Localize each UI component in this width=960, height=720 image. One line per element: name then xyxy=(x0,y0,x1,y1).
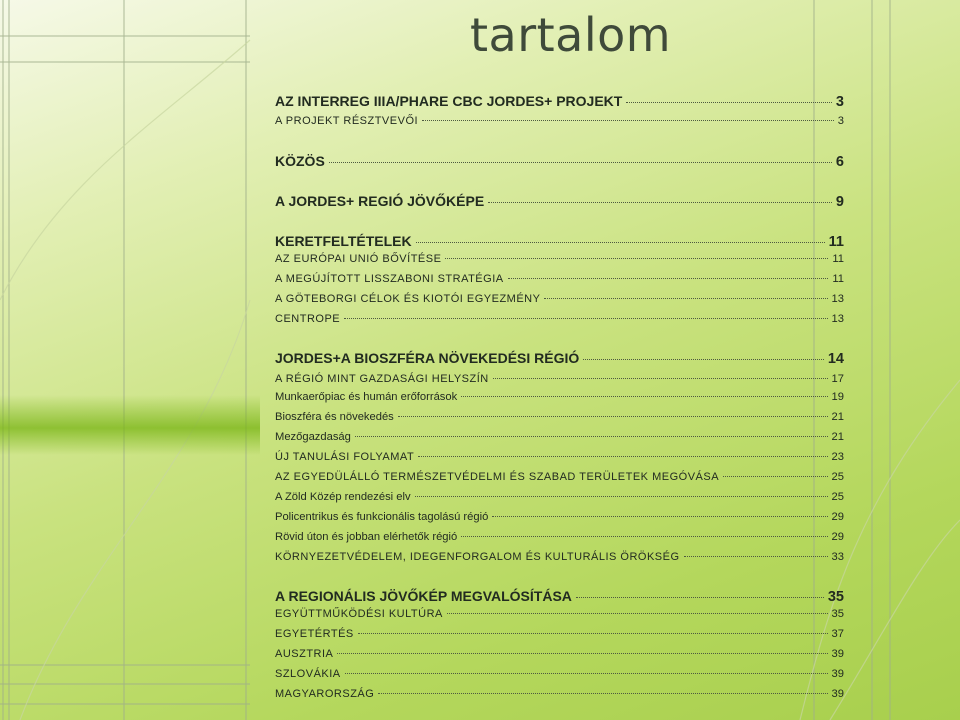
toc-entry-label: KERETFELTÉTELEK xyxy=(275,233,412,249)
toc-leader-dots xyxy=(576,597,824,598)
toc-entry-page: 17 xyxy=(831,373,844,385)
toc-entry[interactable] xyxy=(275,350,844,367)
toc-entry[interactable] xyxy=(275,668,844,680)
toc-entry[interactable] xyxy=(275,391,844,403)
toc-leader-dots xyxy=(344,318,827,319)
toc-entry[interactable] xyxy=(275,491,844,503)
toc-entry[interactable] xyxy=(275,233,844,250)
toc-leader-dots xyxy=(684,556,828,557)
toc-entry-page: 35 xyxy=(831,608,844,620)
toc-entry[interactable] xyxy=(275,588,844,605)
toc-entry-page: 37 xyxy=(831,628,844,640)
toc-entry[interactable] xyxy=(275,411,844,423)
toc-entry-page: 3 xyxy=(837,115,844,127)
toc-entry-label: EGYÜTTMŰKÖDÉSI KULTÚRA xyxy=(275,608,443,620)
toc-entry[interactable] xyxy=(275,373,844,385)
toc-leader-dots xyxy=(358,633,828,634)
toc-entry-page: 29 xyxy=(831,511,844,523)
toc-entry-label: MAGYARORSZÁG xyxy=(275,688,375,700)
toc-entry[interactable] xyxy=(275,451,844,463)
toc-entry[interactable] xyxy=(275,551,844,563)
toc-leader-dots xyxy=(493,378,828,379)
toc-entry-label: KÖRNYEZETVÉDELEM, IDEGENFORGALOM ÉS KULTURÁLIS ÖRÖKSÉG xyxy=(275,551,680,563)
toc-entry[interactable] xyxy=(275,648,844,660)
toc-entry[interactable] xyxy=(275,628,844,640)
toc-entry-page: 25 xyxy=(831,471,844,483)
toc-entry-label: SZLOVÁKIA xyxy=(275,668,341,680)
toc-entry-label: AZ EGYEDÜLÁLLÓ TERMÉSZETVÉDELMI ÉS SZABAD TERÜLETEK MEGÓVÁSA xyxy=(275,471,720,483)
toc-entry-label: A GÖTEBORGI CÉLOK ÉS KIOTÓI EGYEZMÉNY xyxy=(275,293,541,305)
toc-entry-label: CENTROPE xyxy=(275,313,341,325)
toc-leader-dots xyxy=(723,476,828,477)
page-title: tartalom xyxy=(470,8,672,62)
toc-entry[interactable] xyxy=(275,313,844,325)
toc-entry-page: 6 xyxy=(835,154,844,170)
toc-entry-label: A JORDES+ REGIÓ JÖVŐKÉPE xyxy=(275,193,485,209)
toc-leader-dots xyxy=(583,359,824,360)
toc-entry-page: 39 xyxy=(831,668,844,680)
toc-entry-page: 21 xyxy=(831,411,844,423)
toc-entry-label: AZ EURÓPAI UNIÓ BŐVÍTÉSE xyxy=(275,253,442,265)
toc-leader-dots xyxy=(492,516,827,517)
toc-entry-label: EGYETÉRTÉS xyxy=(275,628,354,640)
toc-entry-page: 13 xyxy=(831,313,844,325)
toc-entry-page: 39 xyxy=(831,648,844,660)
toc-entry-label: AUSZTRIA xyxy=(275,648,334,660)
toc-entry-page: 11 xyxy=(828,234,844,250)
toc-leader-dots xyxy=(355,436,828,437)
toc-leader-dots xyxy=(337,653,827,654)
toc-leader-dots xyxy=(544,298,827,299)
toc-entry-page: 11 xyxy=(832,253,844,265)
toc-entry-page: 11 xyxy=(832,273,844,285)
toc-entry[interactable] xyxy=(275,273,844,285)
toc-entry[interactable] xyxy=(275,193,844,210)
toc-entry-page: 13 xyxy=(831,293,844,305)
toc-leader-dots xyxy=(447,613,828,614)
toc-entry-label: ÚJ TANULÁSI FOLYAMAT xyxy=(275,451,415,463)
toc-entry-page: 14 xyxy=(827,351,844,367)
toc-leader-dots xyxy=(418,456,827,457)
toc-entry-label: A MEGÚJÍTOTT LISSZABONI STRATÉGIA xyxy=(275,273,504,285)
toc-entry[interactable] xyxy=(275,153,844,170)
toc-entry-page: 39 xyxy=(831,688,844,700)
toc-leader-dots xyxy=(461,536,827,537)
toc-entry-label: Mezőgazdaság xyxy=(275,431,351,443)
toc-leader-dots xyxy=(508,278,829,279)
toc-entry[interactable] xyxy=(275,293,844,305)
toc-entry-page: 23 xyxy=(831,451,844,463)
toc-entry-label: Bioszféra és növekedés xyxy=(275,411,394,423)
toc-entry-page: 9 xyxy=(835,194,844,210)
toc-entry-page: 19 xyxy=(831,391,844,403)
toc-entry[interactable] xyxy=(275,531,844,543)
toc-entry-label: KÖZÖS xyxy=(275,153,325,169)
toc-entry[interactable] xyxy=(275,431,844,443)
toc-entry[interactable] xyxy=(275,688,844,700)
toc-entry-label: Munkaerőpiac és humán erőforrások xyxy=(275,391,458,403)
toc-leader-dots xyxy=(445,258,828,259)
toc-leader-dots xyxy=(345,673,828,674)
toc-entry-label: A REGIONÁLIS JÖVŐKÉP MEGVALÓSÍTÁSA xyxy=(275,588,572,604)
toc-entry-label: Policentrikus és funkcionális tagolású régió xyxy=(275,511,489,523)
toc-entry-page: 21 xyxy=(831,431,844,443)
toc-entry-page: 3 xyxy=(835,94,844,110)
toc-entry-label: AZ INTERREG IIIA/PHARE CBC JORDES+ PROJEKT xyxy=(275,93,623,109)
toc-leader-dots xyxy=(626,102,832,103)
toc-entry[interactable] xyxy=(275,93,844,110)
toc-leader-dots xyxy=(415,496,828,497)
toc-leader-dots xyxy=(488,202,832,203)
toc-entry-label: JORDES+A BIOSZFÉRA NÖVEKEDÉSI RÉGIÓ xyxy=(275,350,580,366)
left-glow-band xyxy=(0,395,260,455)
toc-leader-dots xyxy=(398,416,828,417)
toc-entry[interactable] xyxy=(275,471,844,483)
toc-entry-page: 29 xyxy=(831,531,844,543)
toc-entry[interactable] xyxy=(275,608,844,620)
toc-entry-page: 35 xyxy=(827,589,844,605)
toc-entry-label: A PROJEKT RÉSZTVEVŐI xyxy=(275,115,419,127)
toc-leader-dots xyxy=(422,120,834,121)
toc-entry[interactable] xyxy=(275,115,844,127)
toc-leader-dots xyxy=(416,242,825,243)
toc-entry-label: A RÉGIÓ MINT GAZDASÁGI HELYSZÍN xyxy=(275,373,489,385)
toc-entry-label: Rövid úton és jobban elérhetők régió xyxy=(275,531,458,543)
toc-entry[interactable] xyxy=(275,511,844,523)
toc-entry-page: 33 xyxy=(831,551,844,563)
toc-entry-label: A Zöld Közép rendezési elv xyxy=(275,491,411,503)
toc-leader-dots xyxy=(378,693,827,694)
toc-entry[interactable] xyxy=(275,253,844,265)
toc-leader-dots xyxy=(461,396,827,397)
toc-entry-page: 25 xyxy=(831,491,844,503)
toc-leader-dots xyxy=(329,162,832,163)
